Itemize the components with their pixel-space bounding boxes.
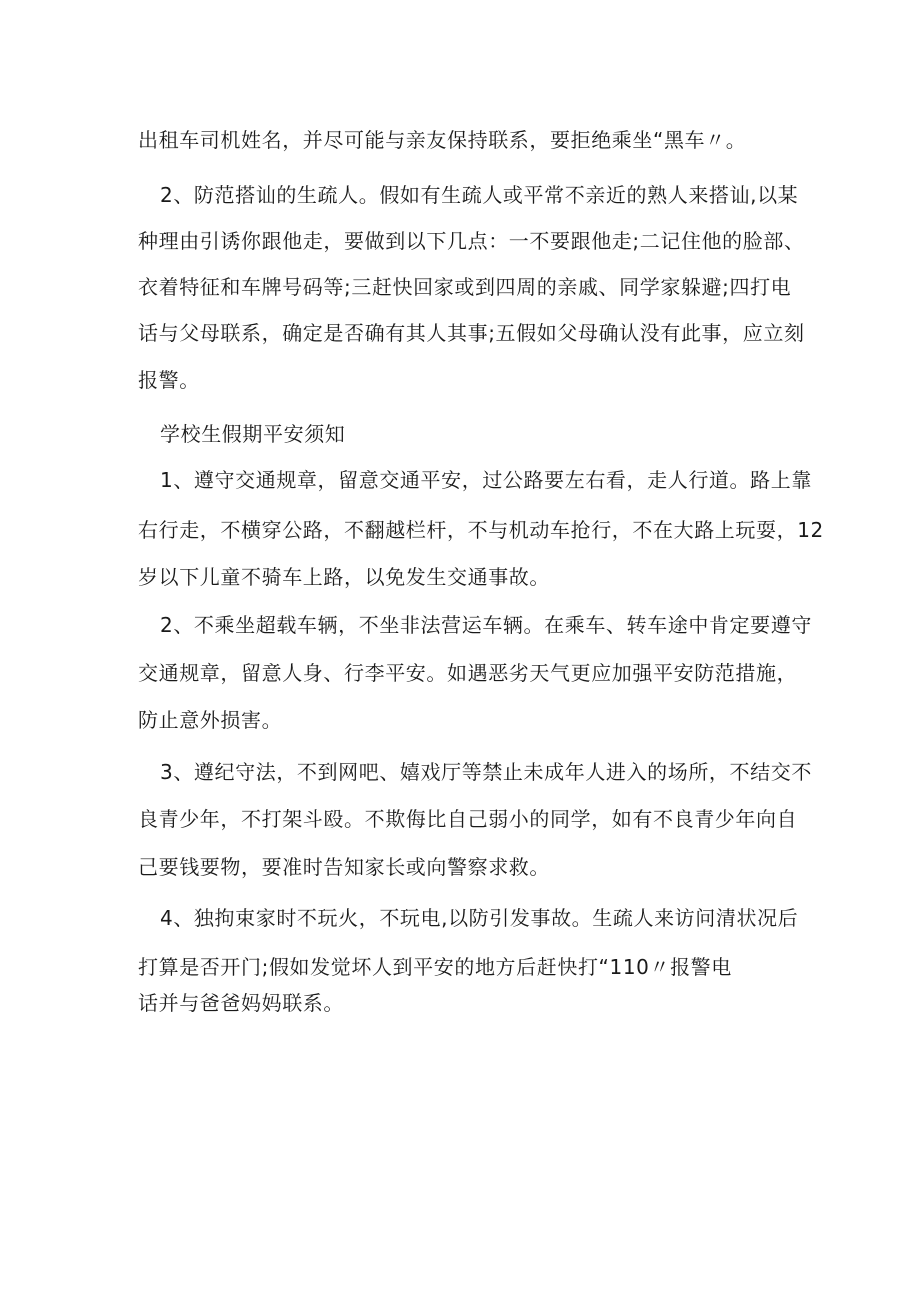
text-line: 1、遵守交通规章，留意交通平安，过公路要左右看，走人行道。路上靠 — [160, 468, 812, 492]
text-line: 右行走，不横穿公路，不翻越栏杆，不与机动车抢行，不在大路上玩耍，12 — [138, 518, 824, 542]
text-line: 话并与爸爸妈妈联系。 — [138, 991, 344, 1015]
text-line: 岁以下儿童不骑车上路，以免发生交通事故。 — [138, 565, 550, 589]
text-line: 衣着特征和车牌号码等;三赶快回家或到四周的亲戚、同学家躲避;四打电 — [138, 275, 792, 299]
text-line: 2、不乘坐超载车辆，不坐非法营运车辆。在乘车、转车途中肯定要遵守 — [160, 613, 812, 637]
text-line: 交通规章，留意人身、行李平安。如遇恶劣天气更应加强平安防范措施， — [138, 661, 798, 685]
text-line: 4、独拘束家时不玩火，不玩电,以防引发事故。生疏人来访问清状况后 — [160, 906, 799, 930]
text-line: 话与父母联系，确定是否确有其人其事;五假如父母确认没有此事，应立刻 — [138, 321, 805, 345]
text-line: 打算是否开门;假如发觉坏人到平安的地方后赶快打“110〃报警电 — [138, 955, 732, 979]
text-line: 种理由引诱你跟他走，要做到以下几点：一不要跟他走;二记住他的脸部、 — [138, 229, 805, 253]
text-line: 良青少年，不打架斗殴。不欺侮比自己弱小的同学，如有不良青少年向自 — [138, 807, 798, 831]
text-line: 3、遵纪守法，不到网吧、嬉戏厅等禁止未成年人进入的场所，不结交不 — [160, 760, 812, 784]
section-heading: 学校生假期平安须知 — [160, 422, 346, 446]
text-line: 防止意外损害。 — [138, 708, 283, 732]
text-line: 出租车司机姓名，并尽可能与亲友保持联系，要拒绝乘坐“黑车〃。 — [138, 128, 747, 152]
text-line: 报警。 — [138, 368, 200, 392]
text-line: 2、防范搭讪的生疏人。假如有生疏人或平常不亲近的熟人来搭讪,以某 — [160, 183, 799, 207]
text-line: 己要钱要物，要准时告知家长或向警察求救。 — [138, 855, 550, 879]
